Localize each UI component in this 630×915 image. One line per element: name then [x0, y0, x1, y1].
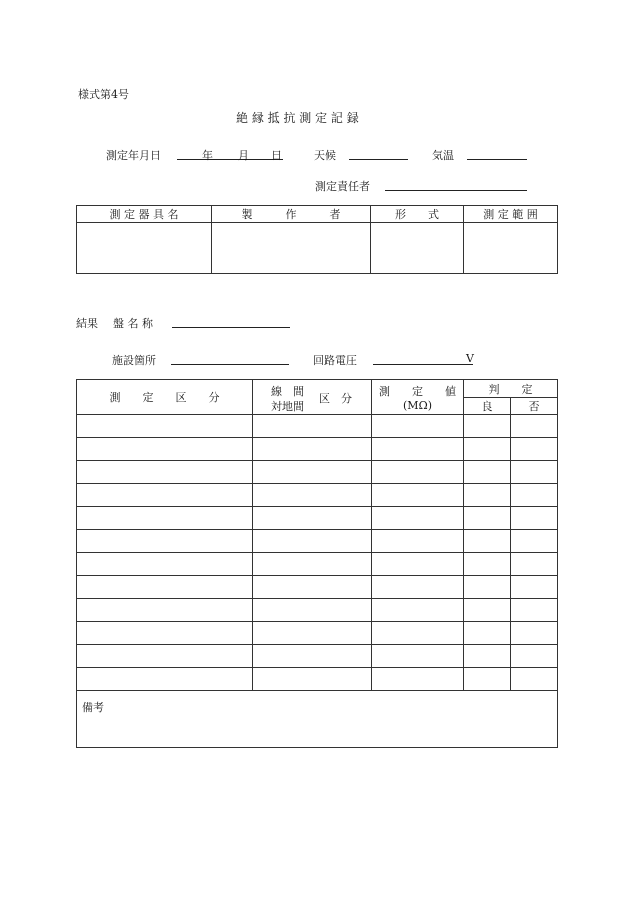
section-cell[interactable]: [77, 530, 253, 553]
measured-value-cell[interactable]: [372, 530, 464, 553]
measured-value-header: [372, 380, 464, 415]
measured-value-cell[interactable]: [372, 645, 464, 668]
measured-value-cell[interactable]: [372, 599, 464, 622]
year-label: 年: [202, 149, 213, 162]
line-kubun-cell[interactable]: [253, 461, 372, 484]
judgment-bad-cell[interactable]: [511, 576, 558, 599]
line-kubun-cell[interactable]: [253, 622, 372, 645]
table-row: [77, 622, 558, 645]
instrument-name-header: 測 定 器 具 名: [77, 206, 212, 223]
section-cell[interactable]: [77, 484, 253, 507]
form-number: 様式第4号: [78, 88, 129, 101]
temperature-label: 気温: [432, 149, 454, 162]
model-cell[interactable]: [371, 223, 464, 274]
date-field-line[interactable]: [177, 159, 283, 160]
weather-label: 天候: [314, 149, 336, 162]
manufacturer-cell[interactable]: [212, 223, 371, 274]
line-kubun-cell[interactable]: [253, 576, 372, 599]
measured-value-cell[interactable]: [372, 507, 464, 530]
judgment-bad-cell[interactable]: [511, 622, 558, 645]
table-row: [77, 553, 558, 576]
section-cell[interactable]: [77, 668, 253, 691]
voltage-unit: V: [466, 352, 474, 365]
table-row: [77, 507, 558, 530]
line-kubun-cell[interactable]: [253, 507, 372, 530]
section-cell[interactable]: [77, 438, 253, 461]
measured-value-cell[interactable]: [372, 576, 464, 599]
judgment-bad-cell[interactable]: [511, 645, 558, 668]
instrument-name-cell[interactable]: [77, 223, 212, 274]
judgment-bad-cell[interactable]: [511, 507, 558, 530]
measurement-section-header: 測 定 区 分: [77, 380, 253, 415]
facility-label: 施設箇所: [112, 354, 156, 367]
judgment-bad-cell[interactable]: [511, 599, 558, 622]
judgment-header: 判 定: [464, 380, 558, 398]
table-row: [77, 484, 558, 507]
remarks-label: 備考: [82, 701, 104, 714]
judgment-bad-cell[interactable]: [511, 415, 558, 438]
instrument-table: [76, 205, 558, 274]
result-label: 結果: [76, 317, 98, 330]
measured-value-unit: (MΩ): [403, 398, 432, 412]
line-kubun-cell[interactable]: [253, 645, 372, 668]
section-cell[interactable]: [77, 622, 253, 645]
measurement-range-cell[interactable]: [464, 223, 558, 274]
document-title: 絶 縁 抵 抗 測 定 記 録: [236, 111, 359, 125]
table-row: [77, 415, 558, 438]
judgment-good-cell[interactable]: [464, 530, 511, 553]
judgment-bad-cell[interactable]: [511, 438, 558, 461]
measured-value-cell[interactable]: [372, 461, 464, 484]
line-kubun-cell[interactable]: [253, 438, 372, 461]
section-cell[interactable]: [77, 576, 253, 599]
measurement-table: [76, 379, 558, 748]
judgment-good-cell[interactable]: [464, 507, 511, 530]
line-kubun-cell[interactable]: [253, 530, 372, 553]
section-cell[interactable]: [77, 415, 253, 438]
month-label: 月: [238, 149, 249, 162]
line-kubun-cell[interactable]: [253, 668, 372, 691]
line-kubun-cell[interactable]: [253, 415, 372, 438]
section-cell[interactable]: [77, 461, 253, 484]
measured-value-cell[interactable]: [372, 438, 464, 461]
judgment-good-cell[interactable]: [464, 599, 511, 622]
section-cell[interactable]: [77, 507, 253, 530]
table-row: [77, 461, 558, 484]
table-row: [77, 530, 558, 553]
model-header: 形 式: [371, 206, 464, 223]
judgment-good-cell[interactable]: [464, 622, 511, 645]
judgment-bad-cell[interactable]: [511, 484, 558, 507]
judgment-good-cell[interactable]: [464, 415, 511, 438]
judgment-good-cell[interactable]: [464, 576, 511, 599]
temperature-field-line[interactable]: [467, 159, 527, 160]
measured-value-cell[interactable]: [372, 415, 464, 438]
section-cell[interactable]: [77, 599, 253, 622]
line-kubun-cell[interactable]: [253, 484, 372, 507]
line-to-ground-label: 対地間: [271, 400, 304, 413]
day-label: 日: [271, 149, 282, 162]
judgment-good-cell[interactable]: [464, 645, 511, 668]
line-kubun-cell[interactable]: [253, 553, 372, 576]
date-label: 測定年月日: [106, 149, 161, 162]
circuit-voltage-field-line[interactable]: [373, 364, 473, 365]
remarks-cell[interactable]: [77, 691, 558, 748]
section-cell[interactable]: [77, 645, 253, 668]
line-kubun-cell[interactable]: [253, 599, 372, 622]
panel-name-label: 盤 名 称: [113, 317, 153, 330]
section-cell[interactable]: [77, 553, 253, 576]
table-row: [77, 438, 558, 461]
table-row: [77, 668, 558, 691]
judgment-bad-cell[interactable]: [511, 530, 558, 553]
judgment-good-cell[interactable]: [464, 553, 511, 576]
circuit-voltage-label: 回路電圧: [313, 354, 357, 367]
facility-field-line[interactable]: [171, 364, 289, 365]
panel-name-field-line[interactable]: [172, 327, 290, 328]
judgment-good-cell[interactable]: [464, 484, 511, 507]
line-section-header: [253, 380, 372, 415]
weather-field-line[interactable]: [349, 159, 408, 160]
judgment-good-header: 良: [464, 398, 511, 415]
measured-value-cell[interactable]: [372, 484, 464, 507]
measured-value-cell[interactable]: [372, 622, 464, 645]
line-kubun-label: 区 分: [319, 392, 352, 405]
measured-value-cell[interactable]: [372, 668, 464, 691]
judgment-good-cell[interactable]: [464, 668, 511, 691]
judgment-bad-header: 否: [511, 398, 558, 415]
measured-value-label: 測 定 値: [379, 384, 456, 398]
measured-value-cell[interactable]: [372, 553, 464, 576]
judgment-bad-cell[interactable]: [511, 668, 558, 691]
table-row: [77, 599, 558, 622]
judgment-bad-cell[interactable]: [511, 461, 558, 484]
line-between-label: 線 間: [271, 385, 304, 398]
measurement-rows: [77, 415, 558, 691]
responsible-label: 測定責任者: [315, 180, 370, 193]
judgment-good-cell[interactable]: [464, 461, 511, 484]
table-row: [77, 645, 558, 668]
table-row: [77, 576, 558, 599]
judgment-bad-cell[interactable]: [511, 553, 558, 576]
judgment-good-cell[interactable]: [464, 438, 511, 461]
responsible-field-line[interactable]: [385, 190, 527, 191]
measurement-range-header: 測 定 範 囲: [464, 206, 558, 223]
manufacturer-header: 製 作 者: [212, 206, 371, 223]
